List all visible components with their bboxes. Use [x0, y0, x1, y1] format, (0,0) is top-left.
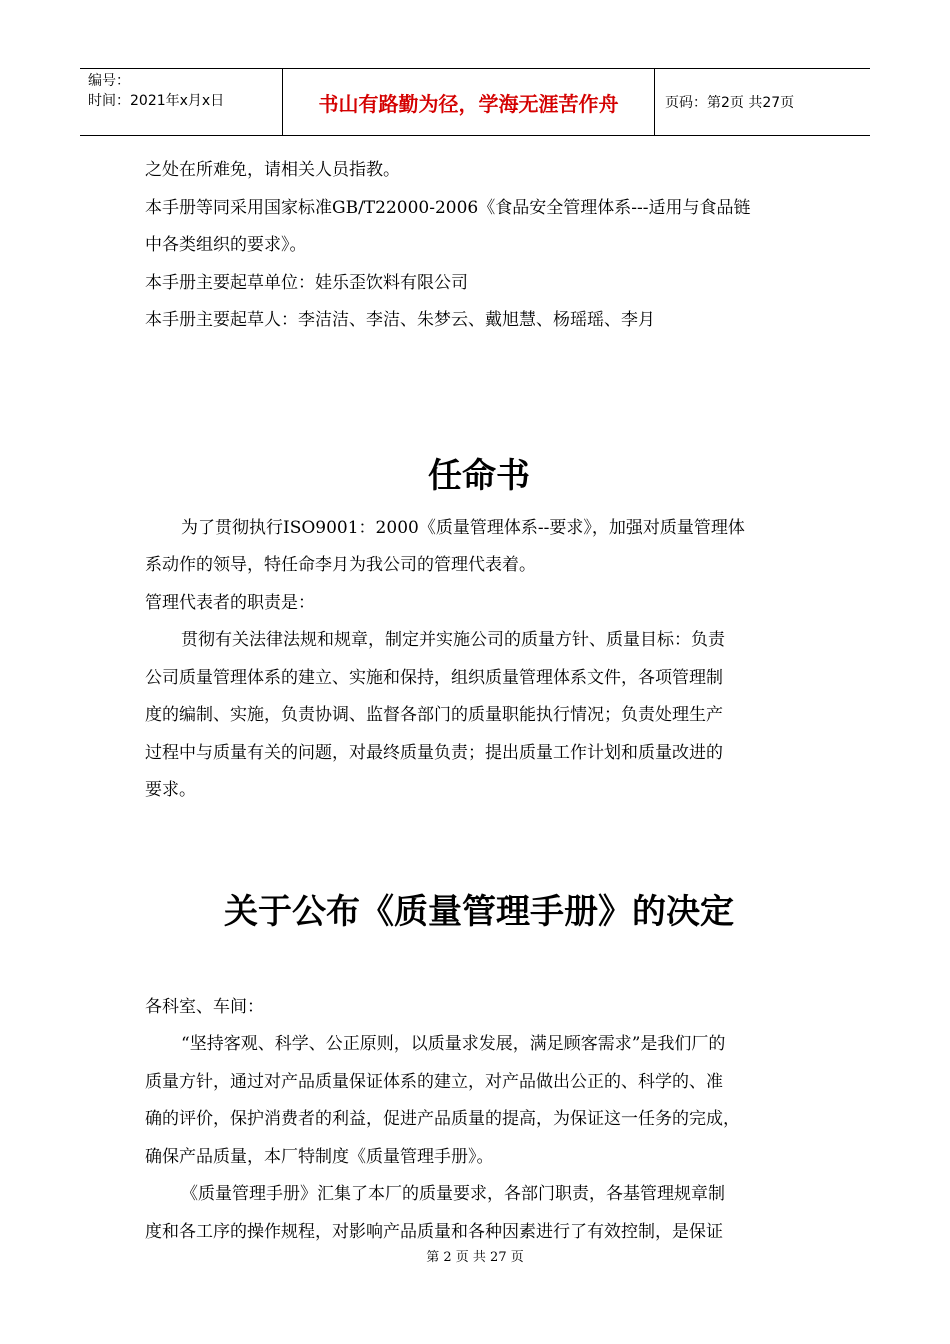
- header-page-info: 页码：第2页 共27页: [665, 95, 795, 111]
- intro-line: 中各类组织的要求》。: [145, 235, 307, 255]
- duties-label: 管理代表者的职责是：: [145, 592, 315, 613]
- header-meta: [80, 69, 283, 135]
- page-footer: 第 2 页 共 27 页: [426, 1250, 524, 1265]
- decision-paragraph-line: 质量方针，通过对产品质量保证体系的建立，对产品做出公正的、科学的、准: [145, 1071, 723, 1092]
- intro-line: 本手册主要起草人：李洁洁、李洁、朱梦云、戴旭慧、杨瑶瑶、李月: [145, 310, 655, 330]
- duties-line: 要求。: [145, 780, 196, 800]
- decision-paragraph-line: 度和各工序的操作规程，对影响产品质量和各种因素进行了有效控制，是保证: [145, 1221, 723, 1242]
- document-body: [145, 152, 813, 1251]
- intro-line: 本手册等同采用国家标准GB/T22000-2006《食品安全管理体系---适用与食品链: [145, 197, 751, 218]
- appointment-paragraph: 系动作的领导，特任命李月为我公司的管理代表着。: [145, 555, 536, 575]
- header-motto: 书山有路勤为径，学海无涯苦作舟: [283, 69, 655, 135]
- appointment-title: 任命书: [428, 455, 530, 496]
- decision-paragraph-line: 《质量管理手册》汇集了本厂的质量要求，各部门职责，各基管理规章制: [181, 1184, 725, 1204]
- duties-line: 贯彻有关法律法规和规章，制定并实施公司的质量方针、质量目标：负责: [181, 630, 725, 650]
- intro-line: 之处在所难免，请相关人员指教。: [145, 160, 400, 180]
- document-time-label: 时间：2021年x月x日: [88, 93, 225, 109]
- decision-title: 关于公布《质量管理手册》的决定: [224, 891, 734, 932]
- decision-paragraph-line: 确保产品质量，本厂特制度《质量管理手册》。: [145, 1146, 494, 1167]
- decision-salutation: 各科室、车间：: [145, 996, 264, 1017]
- decision-paragraph-line: “坚持客观、科学、公正原则，以质量求发展，满足顾客需求”是我们厂的: [181, 1034, 726, 1054]
- appointment-paragraph: 为了贯彻执行ISO9001：2000《质量管理体系--要求》，加强对质量管理体: [181, 517, 745, 538]
- duties-line: 过程中与质量有关的问题，对最终质量负责；提出质量工作计划和质量改进的: [145, 742, 723, 763]
- decision-paragraph-line: 确的评价，保护消费者的利益，促进产品质量的提高，为保证这一任务的完成，: [145, 1109, 740, 1129]
- document-number-label: 编号：: [88, 73, 130, 89]
- duties-line: 公司质量管理体系的建立、实施和保持，组织质量管理体系文件，各项管理制: [145, 667, 723, 688]
- duties-line: 度的编制、实施，负责协调、监督各部门的质量职能执行情况；负责处理生产: [145, 705, 723, 725]
- page-header: [80, 68, 870, 136]
- intro-line: 本手册主要起草单位：娃乐歪饮料有限公司: [145, 272, 468, 293]
